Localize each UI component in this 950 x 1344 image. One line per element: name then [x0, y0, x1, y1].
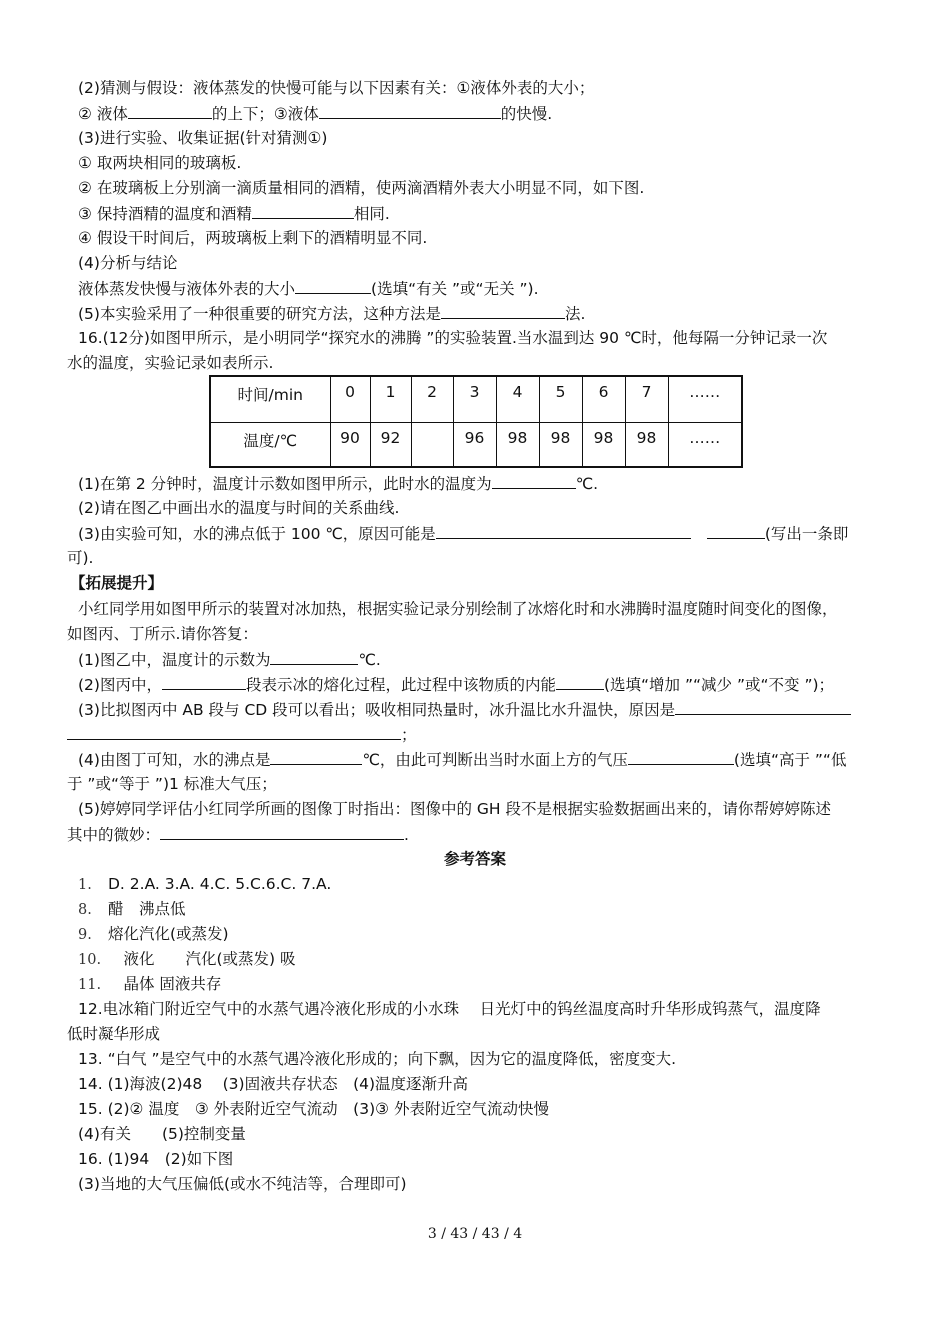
- boiling-data-table: [209, 375, 743, 468]
- extension-intro-cont: 如图丙、丁所示.请你答复：: [67, 625, 258, 643]
- table-cell: ……: [668, 422, 742, 467]
- answer-item: 10. 液化 汽化(或蒸发) 吸: [78, 950, 296, 968]
- q16-part-3: (3)由实验可知，水的沸点低于 100 ℃，原因可能是 (写出一条即: [78, 522, 848, 545]
- q15-step-3: ③ 保持酒精的温度和酒精 相同.: [78, 202, 390, 225]
- fill-blank[interactable]: [436, 522, 691, 539]
- table-cell: 98: [539, 422, 582, 467]
- q15-hypothesis: (2)猜测与假设：液体蒸发的快慢可能与以下因素有关：①液体外表的大小；: [78, 79, 595, 97]
- page-number: 3 / 43 / 43 / 4: [427, 1226, 523, 1242]
- answer-12-cont: 低时凝华形成: [67, 1025, 161, 1043]
- q15-step-4: ④ 假设干时间后，两玻璃板上剩下的酒精明显不同.: [78, 229, 428, 247]
- answer-item: 8. 醋 沸点低: [78, 900, 186, 918]
- fill-blank[interactable]: [628, 748, 734, 765]
- table-cell: 92: [370, 422, 411, 467]
- q15-analysis-heading: (4)分析与结论: [78, 254, 178, 272]
- table-cell: 6: [582, 376, 625, 422]
- q15-hypothesis-line2: ② 液体 的上下；③液体 的快慢.: [78, 102, 552, 125]
- answer-item: 11. 晶体 固液共存: [78, 975, 222, 993]
- fill-blank[interactable]: [270, 648, 358, 665]
- answer-14: 14. (1)海波(2)48 (3)固液共存状态 (4)温度逐渐升高: [78, 1075, 469, 1093]
- table-cell: 5: [539, 376, 582, 422]
- fill-blank[interactable]: [295, 277, 371, 294]
- answer-13: 13. “白气 ”是空气中的水蒸气遇冷液化形成的；向下飘，因为它的温度降低，密度变大.: [78, 1050, 676, 1068]
- answer-15: 15. (2)② 温度 ③ 外表附近空气流动 (3)③ 外表附近空气流动快慢: [78, 1100, 549, 1118]
- fill-blank[interactable]: [252, 202, 354, 219]
- ext-part-3-cont: ；: [67, 723, 417, 746]
- q16-part-2: (2)请在图乙中画出水的温度与时间的关系曲线.: [78, 499, 400, 517]
- table-cell: 7: [625, 376, 668, 422]
- q16-part-3-cont: 可).: [67, 549, 94, 567]
- table-cell: 3: [453, 376, 496, 422]
- answer-16: 16. (1)94 (2)如下图: [78, 1150, 234, 1168]
- answer-item: 9. 熔化汽化(或蒸发): [78, 925, 229, 943]
- q16-part-1: (1)在第 2 分钟时，温度计示数如图甲所示，此时水的温度为 ℃.: [78, 472, 598, 495]
- q15-experiment-heading: (3)进行实验、收集证据(针对猜测①): [78, 129, 328, 147]
- extension-intro: 小红同学用如图甲所示的装置对冰加热，根据实验记录分别绘制了冰熔化时和水沸腾时温度随时间变化的图像，: [78, 600, 838, 618]
- ext-part-5: (5)婷婷同学评估小红同学所画的图像丁时指出：图像中的 GH 段不是根据实验数据画出来的，请你帮婷婷陈述: [78, 800, 831, 818]
- answers-title: 参考答案: [443, 850, 506, 868]
- table-header-temp: 温度/℃: [210, 422, 330, 467]
- table-cell: 98: [496, 422, 539, 467]
- q15-method: (5)本实验采用了一种很重要的研究方法，这种方法是 法.: [78, 302, 585, 325]
- fill-blank[interactable]: [319, 102, 501, 119]
- q15-analysis: 液体蒸发快慢与液体外表的大小 (选填“有关 ”或“无关 ”).: [78, 277, 539, 300]
- answer-item: 1. D. 2.A. 3.A. 4.C. 5.C.6.C. 7.A.: [78, 875, 332, 893]
- fill-blank[interactable]: [128, 102, 212, 119]
- table-cell: 98: [625, 422, 668, 467]
- q15-step-1: ① 取两块相同的玻璃板.: [78, 154, 242, 172]
- ext-part-2: (2)图丙中， 段表示冰的熔化过程，此过程中该物质的内能 (选填“增加 ”“减少 ”或“不变 ”)；: [78, 673, 834, 696]
- ext-part-3: (3)比拟图丙中 AB 段与 CD 段可以看出；吸收相同热量时，冰升温比水升温快，原因是: [78, 698, 851, 721]
- fill-blank[interactable]: [675, 698, 851, 715]
- table-cell: 0: [330, 376, 370, 422]
- extension-heading: 【拓展提升】: [70, 574, 164, 592]
- answer-15-cont: (4)有关 (5)控制变量: [78, 1125, 246, 1143]
- ext-part-4-cont: 于 ”或“等于 ”)1 标准大气压；: [67, 775, 277, 793]
- fill-blank[interactable]: [707, 522, 765, 539]
- table-cell: 4: [496, 376, 539, 422]
- q16-intro-cont: 水的温度，实验记录如表所示.: [67, 354, 274, 372]
- fill-blank[interactable]: [67, 723, 401, 740]
- answer-12: 12.电冰箱门附近空气中的水蒸气遇冷液化形成的小水珠 日光灯中的钨丝温度高时升华形成钨蒸气，温度降: [78, 1000, 821, 1018]
- fill-blank[interactable]: [270, 748, 362, 765]
- table-cell: 2: [411, 376, 453, 422]
- table-header-time: 时间/min: [210, 376, 330, 422]
- ext-part-4: (4)由图丁可知，水的沸点是 ℃，由此可判断出当时水面上方的气压 (选填“高于 ”“低: [78, 748, 846, 771]
- answer-16-cont: (3)当地的大气压偏低(或水不纯洁等，合理即可): [78, 1175, 407, 1193]
- fill-blank[interactable]: [160, 823, 404, 840]
- table-cell: 96: [453, 422, 496, 467]
- table-cell: ……: [668, 376, 742, 422]
- fill-blank[interactable]: [556, 673, 604, 690]
- ext-part-5-cont: 其中的微妙： .: [67, 823, 409, 846]
- q16-intro: 16.(12分)如图甲所示，是小明同学“探究水的沸腾 ”的实验装置.当水温到达 90 ℃时，他每隔一分钟记录一次: [78, 329, 828, 347]
- table-cell: 98: [582, 422, 625, 467]
- fill-blank[interactable]: [492, 472, 576, 489]
- table-cell: 90: [330, 422, 370, 467]
- table-cell-empty[interactable]: [411, 422, 453, 467]
- fill-blank[interactable]: [441, 302, 565, 319]
- fill-blank[interactable]: [162, 673, 246, 690]
- ext-part-1: (1)图乙中，温度计的示数为 ℃.: [78, 648, 381, 671]
- q15-step-2: ② 在玻璃板上分别滴一滴质量相同的酒精，使两滴酒精外表大小明显不同，如下图.: [78, 179, 645, 197]
- table-cell: 1: [370, 376, 411, 422]
